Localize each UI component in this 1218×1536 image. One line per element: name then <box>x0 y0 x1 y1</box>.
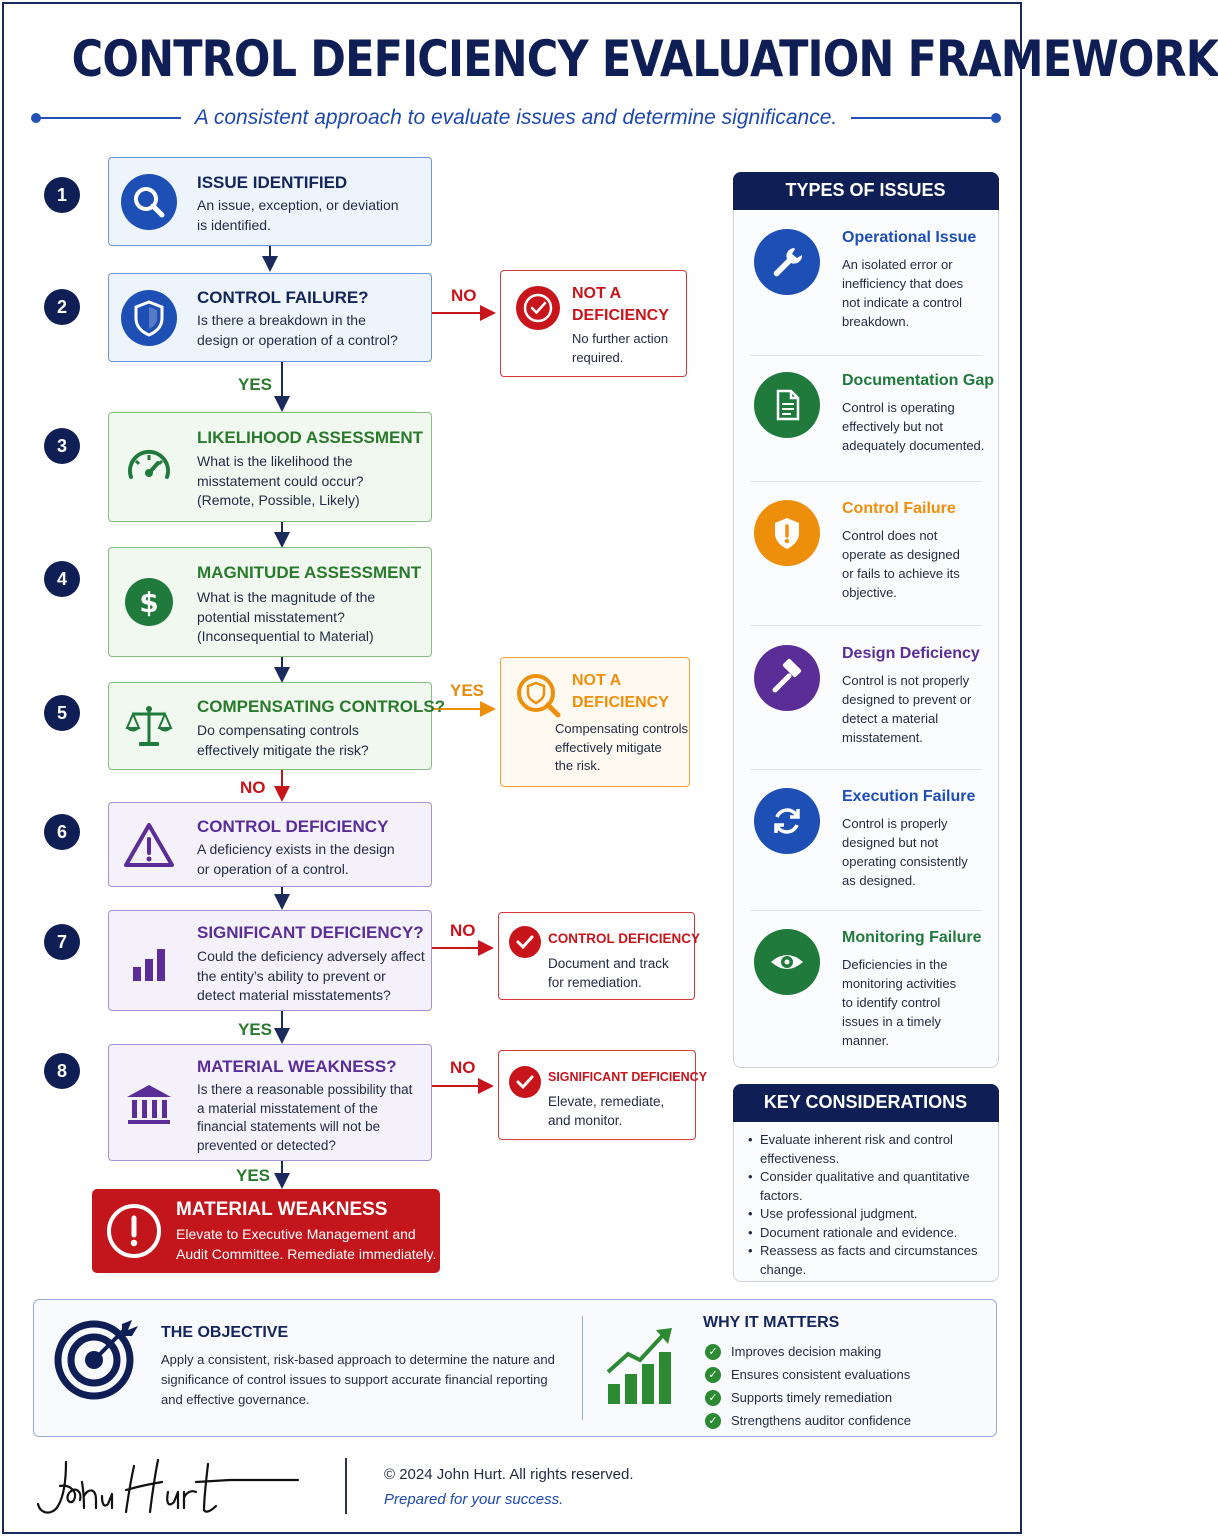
label-no-5: NO <box>240 778 266 797</box>
issue-title: Monitoring Failure <box>842 929 982 946</box>
outcome-title: CONTROL DEFICIENCY <box>548 931 701 946</box>
step-text: What is the magnitude of the potential misstatement? (Inconsequential to Material) <box>197 589 376 644</box>
label-yes-5: YES <box>450 681 485 700</box>
step-text: Is there a breakdown in the design or operation of a control? <box>197 312 398 348</box>
bar-chart-icon <box>121 933 177 989</box>
outcome-text: Elevate, remediate, and monitor. <box>548 1094 665 1128</box>
label-no-8: NO <box>450 1058 476 1077</box>
issue-title: Design Deficiency <box>842 645 980 662</box>
step-box-likelihood <box>108 412 432 522</box>
step-title: LIKELIHOOD ASSESSMENT <box>197 428 424 447</box>
step-title: COMPENSATING CONTROLS? <box>197 697 446 716</box>
list-item: ✓ Ensures consistent evaluations <box>705 1363 911 1386</box>
wrench-icon <box>754 229 820 295</box>
step-box-material-weakness <box>108 1044 432 1161</box>
outcome-text: Elevate to Executive Management and Audit Committee. Remediate immediately. <box>176 1226 437 1262</box>
step-title: CONTROL FAILURE? <box>197 288 369 307</box>
issue-documentation <box>750 372 995 482</box>
step-text: An issue, exception, or deviation is identified. <box>197 197 399 233</box>
issue-text: Control is operating effectively but not adequately documented. <box>842 400 985 453</box>
signature <box>30 1448 300 1523</box>
list-item: ✓ Supports timely remediation <box>705 1386 911 1409</box>
step-title: MATERIAL WEAKNESS? <box>197 1057 397 1076</box>
vertical-divider <box>582 1316 583 1420</box>
label-yes-2: YES <box>238 375 273 394</box>
step-text: A deficiency exists in the design or operation of a control. <box>197 841 395 877</box>
types-of-issues-panel <box>733 172 999 1068</box>
issue-text: An isolated error or inefficiency that does not indicate a control breakdown. <box>842 257 964 329</box>
why-title: WHY IT MATTERS <box>703 1314 840 1331</box>
exclamation-circle-icon <box>104 1201 164 1261</box>
issue-title: Execution Failure <box>842 788 976 805</box>
subtitle-rule-left <box>36 117 181 119</box>
outcome-control-deficiency <box>498 912 701 1000</box>
step-text: Is there a reasonable possibility that a material misstatement of the financial statements will not be prevented or detected? <box>197 1082 413 1153</box>
label-yes-7: YES <box>238 1020 273 1039</box>
list-item: • Reassess as facts and circumstances change. <box>748 1242 988 1279</box>
step-title: CONTROL DEFICIENCY <box>197 817 389 836</box>
issue-title: Operational Issue <box>842 229 977 246</box>
step-number-7: 7 <box>44 924 80 960</box>
step-box-compensating <box>108 682 446 770</box>
check-badge-icon <box>515 285 561 331</box>
tagline: Prepared for your success. <box>384 1491 564 1508</box>
outcome-significant-deficiency <box>498 1050 708 1140</box>
step-title: MAGNITUDE ASSESSMENT <box>197 563 422 582</box>
step-number-1: 1 <box>44 177 80 213</box>
shield-magnifier-icon <box>515 672 563 720</box>
step-number-5: 5 <box>44 695 80 731</box>
label-no-2: NO <box>451 286 477 305</box>
step-title: SIGNIFICANT DEFICIENCY? <box>197 923 424 942</box>
magnifier-icon <box>121 174 177 230</box>
eye-icon <box>754 929 820 995</box>
shield-icon <box>121 290 177 346</box>
label-no-7: NO <box>450 921 476 940</box>
outcome-title: NOT A DEFICIENCY <box>572 285 669 324</box>
page-subtitle: A consistent approach to evaluate issues and determine significance. <box>194 106 838 129</box>
check-icon: ✓ <box>705 1413 721 1429</box>
refresh-icon <box>754 788 820 854</box>
step-number-4: 4 <box>44 561 80 597</box>
panel-heading: KEY CONSIDERATIONS <box>733 1084 999 1122</box>
step-text: Could the deficiency adversely affect the entity’s ability to prevent or detect material misstatements? <box>197 948 425 1003</box>
list-item: ✓ Strengthens auditor confidence <box>705 1409 911 1432</box>
outcome-material-weakness <box>92 1189 440 1273</box>
issue-title: Control Failure <box>842 500 956 517</box>
outcome-text: Compensating controls effectively mitigate the risk. <box>555 721 688 773</box>
check-icon: ✓ <box>705 1390 721 1406</box>
why-list <box>705 1340 911 1432</box>
objective-box <box>33 1299 997 1437</box>
step-number-6: 6 <box>44 814 80 850</box>
step-box-control-failure <box>108 273 432 362</box>
outcome-text: Document and track for remediation. <box>548 956 669 990</box>
subtitle-row <box>36 104 996 132</box>
step-box-magnitude <box>108 547 432 657</box>
warning-icon <box>121 817 177 873</box>
shield-alert-icon <box>754 500 820 566</box>
issue-separator <box>750 910 982 911</box>
list-item: • Use professional judgment. <box>748 1205 988 1224</box>
scales-icon <box>121 698 177 754</box>
growth-chart-icon <box>606 1326 676 1406</box>
step-box-control-deficiency <box>108 802 432 887</box>
list-item: ✓ Improves decision making <box>705 1340 911 1363</box>
issue-separator <box>750 481 982 482</box>
step-number-3: 3 <box>44 428 80 464</box>
step-text: Do compensating controls effectively mitigate the risk? <box>197 722 369 758</box>
outcome-not-deficiency-2 <box>500 657 690 787</box>
considerations-list <box>748 1131 988 1279</box>
objective-text: Apply a consistent, risk-based approach to determine the nature and significance of control issues to support accurate financial reporting and effective governance. <box>161 1352 555 1407</box>
label-yes-8: YES <box>236 1166 271 1185</box>
list-item: • Consider qualitative and quantitative factors. <box>748 1168 988 1205</box>
outcome-title: NOT A DEFICIENCY <box>572 672 669 711</box>
check-icon: ✓ <box>705 1344 721 1360</box>
issue-separator <box>750 355 982 356</box>
list-item: • Document rationale and evidence. <box>748 1224 988 1243</box>
objective-title: THE OBJECTIVE <box>161 1324 289 1341</box>
step-number-2: 2 <box>44 289 80 325</box>
outcome-title: MATERIAL WEAKNESS <box>176 1199 388 1220</box>
gauge-icon <box>121 439 177 495</box>
issue-monitoring-failure <box>750 929 990 1059</box>
dollar-icon <box>121 574 177 630</box>
issue-control-failure <box>750 500 990 620</box>
bank-icon <box>121 1075 177 1131</box>
step-title: ISSUE IDENTIFIED <box>197 173 348 192</box>
copyright: © 2024 John Hurt. All rights reserved. <box>384 1466 634 1483</box>
issue-design-deficiency <box>750 645 990 765</box>
hammer-icon <box>754 645 820 711</box>
step-number-8: 8 <box>44 1053 80 1089</box>
step-box-issue-identified <box>108 157 432 246</box>
issue-text: Control does not operate as designed or fails to achieve its objective. <box>842 528 960 600</box>
key-considerations-panel <box>733 1084 999 1282</box>
outcome-not-deficiency-1 <box>500 270 687 377</box>
subtitle-rule-right <box>851 117 996 119</box>
step-box-significant-deficiency <box>108 910 432 1011</box>
panel-heading: TYPES OF ISSUES <box>733 172 999 210</box>
issue-execution-failure <box>750 788 990 908</box>
issue-separator <box>750 625 982 626</box>
issue-text: Deficiencies in the monitoring activities to identify control issues in a timely manner. <box>842 957 957 1048</box>
target-icon <box>52 1312 142 1402</box>
list-item: • Evaluate inherent risk and control effectiveness. <box>748 1131 988 1168</box>
svg-text:$: $ <box>139 586 159 619</box>
outcome-title: SIGNIFICANT DEFICIENCY <box>548 1070 708 1084</box>
document-icon <box>754 372 820 438</box>
check-circle-icon <box>508 925 542 959</box>
step-text: What is the likelihood the misstatement could occur? (Remote, Possible, Likely) <box>197 453 364 508</box>
check-circle-icon <box>508 1065 542 1099</box>
issue-separator <box>750 769 982 770</box>
page-title: CONTROL DEFICIENCY EVALUATION FRAMEWORK <box>71 30 1218 88</box>
issue-text: Control is properly designed but not operating consistently as designed. <box>842 816 968 888</box>
issue-title: Documentation Gap <box>842 372 995 389</box>
check-icon: ✓ <box>705 1367 721 1383</box>
outcome-text: No further action required. <box>572 331 669 365</box>
footer-divider <box>345 1458 347 1514</box>
issue-operational <box>750 229 990 349</box>
issue-text: Control is not properly designed to prevent or detect a material misstatement. <box>842 673 972 745</box>
